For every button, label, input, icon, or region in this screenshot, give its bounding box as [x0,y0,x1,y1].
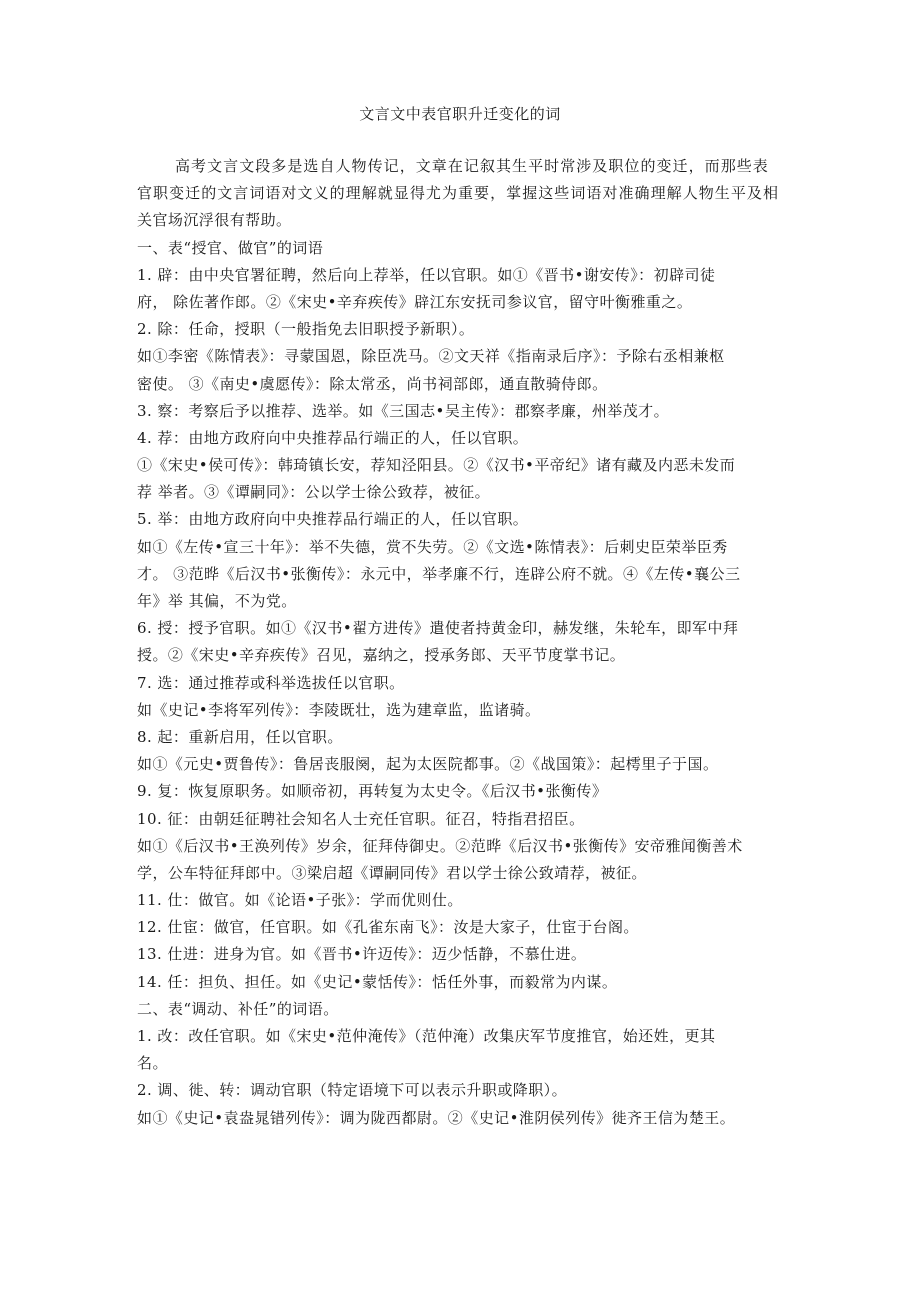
text-line: 如《史记•李将军列传》：李陵既壮，选为建章监，监诸骑。 [137,700,541,719]
text-line: ①《宋史•侯可传》：韩琦镇长安，荐知泾阳县。②《汉书•平帝纪》诸有藏及内恶未发而 [137,456,736,475]
text-line: 13. 仕进：进身为官。如《晋书•许迈传》：迈少恬静，不慕仕进。 [137,945,587,964]
intro-line: 高考文言文段多是选自人物传记，文章在记叙其生平时常涉及职位的变迁，而那些表 [175,157,769,175]
text-line: 11. 仕：做官。如《论语•子张》：学而优则仕。 [137,891,463,910]
text-line: 14. 任：担负、担任。如《史记•蒙恬传》：恬任外事，而毅常为内谋。 [137,972,618,991]
text-line: 3. 察：考察后予以推荐、选举。如《三国志•吴主传》：郡察孝廉，州举茂才。 [137,401,670,420]
text-line: 如①《元史•贾鲁传》：鲁居丧服阕，起为太医院都事。②《战国策》：起樗里子于国。 [137,755,719,774]
text-line: 密使。 ③《南史•虞愿传》：除太常丞，尚书祠部郎，通直散骑侍郎。 [137,374,608,393]
text-line: 1. 辟：由中央官署征聘，然后向上荐举，任以官职。如①《晋书•谢安传》：初辟司徒 [137,265,716,284]
text-line: 府， 除佐著作郎。②《宋史•辛弃疾传》辟江东安抚司参议官，留守叶衡雅重之。 [137,292,693,311]
section-heading: 一、表“授官、做官”的词语 [137,238,324,257]
text-line: 学，公车特征拜郎中。③梁启超《谭嗣同传》君以学士徐公致靖荐，被征。 [137,863,647,882]
text-line: 名。 [137,1054,168,1073]
text-line: 8. 起：重新启用，任以官职。 [137,727,343,746]
text-line: 荐 举者。③《谭嗣同》：公以学士徐公致荐，被征。 [137,483,491,502]
text-line: 9. 复：恢复原职务。如顺帝初，再转复为太史令。《后汉书•张衡传》 [137,782,608,801]
text-line: 如①《后汉书•王涣列传》岁余，征拜侍御史。②范晔《后汉书•张衡传》安帝雅闻衡善术 [137,836,743,855]
text-line: 5. 举：由地方政府向中央推荐品行端正的人，任以官职。 [137,510,529,529]
text-line: 10. 征：由朝廷征聘社会知名人士充任官职。征召，特指君招臣。 [137,809,585,828]
text-line: 6. 授：授予官职。如①《汉书•翟方进传》遣使者持黄金印，赫发继，朱轮车，即军中拜 [137,619,739,638]
intro-line: 官职变迁的文言词语对文义的理解就显得尤为重要，掌握这些词语对准确理解人物生平及相 [137,184,780,203]
text-line: 4. 荐：由地方政府向中央推荐品行端正的人，任以官职。 [137,428,529,447]
text-line: 年》举 其偏，不为党。 [137,592,297,610]
text-line: 2. 调、徙、转：调动官职（特定语境下可以表示升职或降职）。 [137,1081,568,1100]
document-body [137,153,785,1132]
section-heading: 二、表“调动、补任”的词语。 [137,999,339,1018]
text-line: 1. 改：改任官职。如《宋史•范仲淹传》（范仲淹）改集庆军节度推官，始还姓，更其 [137,1027,716,1045]
text-line: 如①《左传•宣三十年》：举不失德，赏不失劳。②《文选•陈情表》：后刺史臣荣举臣秀 [137,537,728,556]
text-line: 授。②《宋史•辛弃疾传》召见，嘉纳之，授承务郎、天平节度掌书记。 [137,646,626,665]
text-line: 12. 仕宦：做官，任官职。如《孔雀东南飞》：汝是大家子，仕宦于台阁。 [137,918,639,937]
text-line: 才。 ③范晔《后汉书•张衡传》：永元中，举孝廉不行，连辟公府不就。④《左传•襄公三 [137,564,741,583]
text-line: 如①《史记•袁盎晁错列传》：调为陇西都尉。②《史记•淮阴侯列传》徙齐王信为楚王。 [137,1108,736,1127]
document-title: 文言文中表官职升迁变化的词 [359,105,561,123]
text-line: 2. 除：任命，授职（一般指免去旧职授予新职）。 [137,320,475,339]
intro-line: 关官场沉浮很有帮助。 [137,211,292,230]
text-line: 7. 选：通过推荐或科举选拔任以官职。 [137,673,405,692]
text-line: 如①李密《陈情表》：寻蒙国恩，除臣冼马。②文天祥《指南录后序》：予除右丞相兼枢 [137,347,725,366]
